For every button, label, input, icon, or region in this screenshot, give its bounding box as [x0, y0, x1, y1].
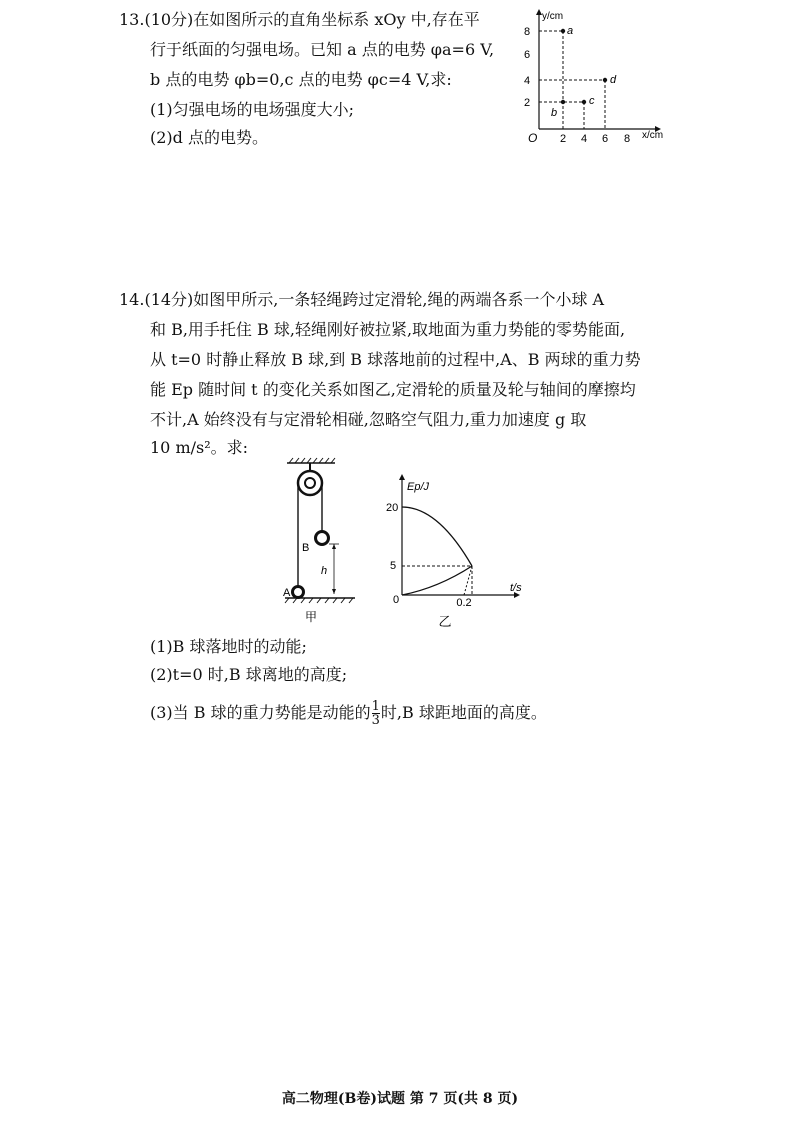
caption-yi: 乙 [438, 614, 452, 629]
fraction-denominator: 3 [371, 713, 380, 728]
y-tick-4: 4 [523, 75, 531, 87]
x-tick-2: 2 [559, 133, 567, 145]
coordinate-figure [515, 5, 685, 145]
q14-sub2: (2)t=0 时,B 球离地的高度; [150, 665, 348, 684]
q13-line-3: b 点的电势 φb=0,c 点的电势 φc=4 V,求: [150, 70, 452, 89]
ball-b-label: B [302, 542, 310, 554]
q14-line-5: 不计,A 始终没有与定滑轮相碰,忽略空气阻力,重力加速度 g 取 [150, 410, 587, 429]
pulley-axle [305, 478, 315, 488]
origin-zero: 0 [393, 594, 400, 606]
q13-line-2: 行于纸面的匀强电场。已知 a 点的电势 φa=6 V, [150, 40, 495, 59]
q14-line-3: 从 t=0 时静止释放 B 球,到 B 球落地前的过程中,A、B 两球的重力势 [150, 350, 641, 369]
point-a [561, 29, 565, 33]
point-d-label: d [610, 74, 617, 86]
curve-b-ep [402, 507, 472, 566]
point-b-label: b [551, 107, 558, 119]
ep-axis-label: Ep/J [407, 481, 430, 493]
x-axis-label: x/cm [642, 130, 664, 141]
q14-sub3-before: (3)当 B 球的重力势能是动能的 [150, 703, 371, 722]
page-footer: 高二物理(B卷)试题 第 7 页(共 8 页) [281, 1091, 519, 1107]
pulley-figure [275, 455, 365, 630]
curve-a-ep [402, 566, 472, 595]
ball-b [316, 532, 329, 545]
point-b [561, 100, 565, 104]
x-tick-8: 8 [623, 133, 631, 145]
q13-line-1: 13.(10分)在如图所示的直角坐标系 xOy 中,存在平 [119, 10, 480, 29]
q13-line-5: (2)d 点的电势。 [150, 128, 268, 147]
point-a-label: a [567, 25, 574, 37]
t-tick-0-2: 0.2 [456, 597, 472, 609]
q14-line-2: 和 B,用手托住 B 球,轻绳刚好被拉紧,取地面为重力势能的零势能面, [150, 320, 626, 339]
y-tick-6: 6 [523, 49, 531, 61]
t-axis-label: t/s [510, 582, 522, 594]
point-d [603, 78, 607, 82]
ep-graph [380, 470, 540, 630]
origin-label: O [528, 131, 538, 145]
y-axis-label: y/cm [542, 11, 564, 22]
y-tick-2: 2 [523, 97, 531, 109]
point-c-label: c [589, 95, 595, 107]
point-c [582, 100, 586, 104]
q14-sub3-after: 时,B 球距地面的高度。 [380, 703, 547, 722]
ep-tick-5: 5 [390, 560, 397, 572]
q14-sub1: (1)B 球落地时的动能; [150, 637, 307, 656]
x-tick-4: 4 [580, 133, 588, 145]
q13-line-4: (1)匀强电场的电场强度大小; [150, 100, 355, 119]
q14-sub3 [150, 700, 547, 727]
h-label: h [321, 565, 328, 577]
fraction-one-third [372, 700, 380, 727]
ball-a-label: A [283, 587, 291, 599]
ball-a [293, 587, 304, 598]
x-tick-6: 6 [601, 133, 609, 145]
fraction-numerator: 1 [371, 699, 380, 714]
q14-line-1: 14.(14分)如图甲所示,一条轻绳跨过定滑轮,绳的两端各系一个小球 A [119, 290, 605, 309]
q14-line-4: 能 Ep 随时间 t 的变化关系如图乙,定滑轮的质量及轮与轴间的摩擦均 [150, 380, 636, 399]
q14-line-6: 10 m/s²。求: [150, 438, 249, 457]
ep-tick-20: 20 [386, 502, 399, 514]
y-tick-8: 8 [523, 26, 531, 38]
caption-jia: 甲 [304, 610, 318, 624]
